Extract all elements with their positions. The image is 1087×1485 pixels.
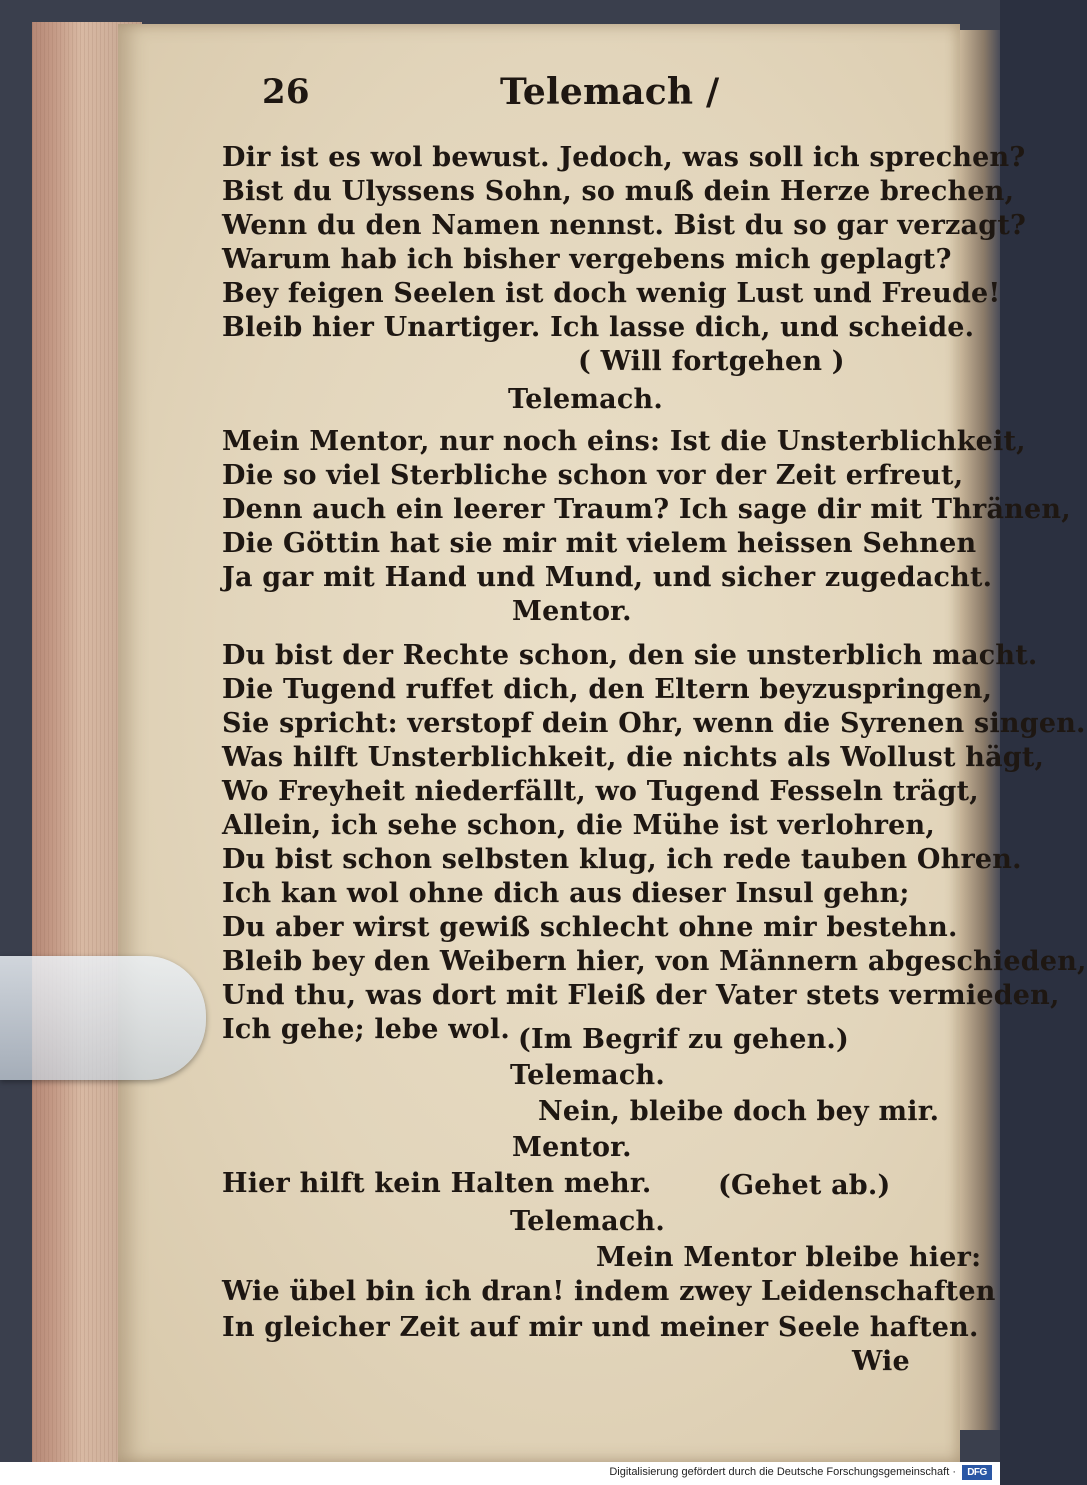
text-line: Denn auch ein leerer Traum? Ich sage dir mit Thränen,	[222, 494, 1071, 525]
page-holder-clip	[0, 956, 206, 1080]
running-title: Telemach /	[500, 71, 720, 113]
text-line: Die Göttin hat sie mir mit vielem heissen Sehnen	[222, 528, 977, 559]
text-line: Bleib hier Unartiger. Ich lasse dich, und scheide.	[222, 312, 975, 343]
page-number: 26	[262, 72, 310, 112]
dfg-logo: DFG	[962, 1465, 992, 1480]
text-line: In gleicher Zeit auf mir und meiner Seele haften.	[222, 1312, 979, 1343]
speaker-name: Mentor.	[512, 1132, 632, 1163]
text-line: Mein Mentor, nur noch eins: Ist die Unsterblichkeit,	[222, 426, 1026, 457]
text-line: Nein, bleibe doch bey mir.	[538, 1096, 940, 1127]
stage-direction: (Gehet ab.)	[718, 1170, 891, 1201]
text-line: Mein Mentor bleibe hier:	[596, 1242, 982, 1273]
stage-direction: ( Will fortgehen )	[578, 346, 845, 377]
speaker-name: Telemach.	[508, 384, 663, 415]
text-line: Allein, ich sehe schon, die Mühe ist verlohren,	[222, 810, 935, 841]
catchword: Wie	[852, 1346, 910, 1377]
text-line: Hier hilft kein Halten mehr.	[222, 1168, 652, 1199]
text-line: Wie übel bin ich dran! indem zwey Leidenschaften	[222, 1276, 996, 1307]
text-line: Dir ist es wol bewust. Jedoch, was soll ich sprechen?	[222, 142, 1026, 173]
text-line: Ja gar mit Hand und Mund, und sicher zugedacht.	[222, 562, 993, 593]
text-line: Die so viel Sterbliche schon vor der Zeit erfreut,	[222, 460, 964, 491]
text-line: Was hilft Unsterblichkeit, die nichts als Wollust hägt,	[222, 742, 1045, 773]
text-line: Du bist schon selbsten klug, ich rede tauben Ohren.	[222, 844, 1022, 875]
text-line: Bist du Ulyssens Sohn, so muß dein Herze brechen,	[222, 176, 1015, 207]
digitization-footer	[0, 1462, 1000, 1485]
text-line: Du aber wirst gewiß schlecht ohne mir bestehn.	[222, 912, 958, 943]
footer-credit: Digitalisierung gefördert durch die Deutsche Forschungsgemeinschaft ·	[609, 1466, 956, 1478]
text-line: Wo Freyheit niederfällt, wo Tugend Fesseln trägt,	[222, 776, 979, 807]
text-line: Die Tugend ruffet dich, den Eltern beyzuspringen,	[222, 674, 993, 705]
text-line: Warum hab ich bisher vergebens mich geplagt?	[222, 244, 952, 275]
speaker-name: Mentor.	[512, 596, 632, 627]
text-line: Und thu, was dort mit Fleiß der Vater stets vermieden,	[222, 980, 1060, 1011]
text-line: Bleib bey den Weibern hier, von Männern abgeschieden,	[222, 946, 1087, 977]
speaker-name: Telemach.	[510, 1206, 665, 1237]
text-line: Wenn du den Namen nennst. Bist du so gar verzagt?	[222, 210, 1027, 241]
text-line: Du bist der Rechte schon, den sie unsterblich macht.	[222, 640, 1038, 671]
stage-direction: (Im Begrif zu gehen.)	[518, 1024, 849, 1055]
text-line: Sie spricht: verstopf dein Ohr, wenn die Syrenen singen.	[222, 708, 1086, 739]
text-line: Ich gehe; lebe wol.	[222, 1014, 510, 1045]
speaker-name: Telemach.	[510, 1060, 665, 1091]
text-line: Bey feigen Seelen ist doch wenig Lust und Freude!	[222, 278, 1001, 309]
text-line: Ich kan wol ohne dich aus dieser Insul gehn;	[222, 878, 910, 909]
